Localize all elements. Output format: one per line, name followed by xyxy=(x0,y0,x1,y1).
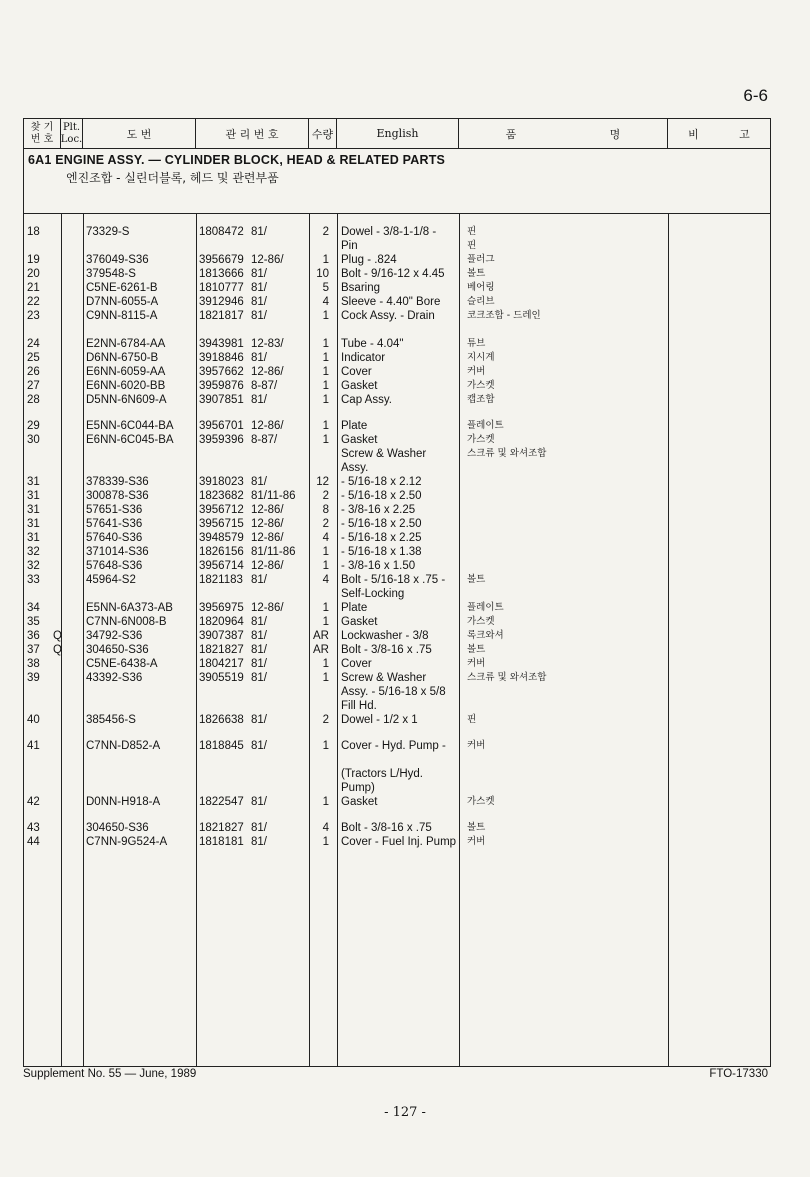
ref-number: 27 xyxy=(27,380,40,392)
english-description: Pump) xyxy=(341,782,375,794)
ref-number: 31 xyxy=(27,518,40,530)
part-number: E6NN-6059-AA xyxy=(86,366,166,378)
part-number: E6NN-6020-BB xyxy=(86,380,166,392)
ref-number: 28 xyxy=(27,394,40,406)
korean-description: 가스켓 xyxy=(467,616,495,627)
english-description: Plate xyxy=(341,420,368,432)
ref-number: 29 xyxy=(27,420,40,432)
quantity: 1 xyxy=(322,560,329,572)
mgmt-number: 3959396 xyxy=(199,434,244,446)
table-row xyxy=(24,267,770,281)
table-row xyxy=(24,671,770,685)
ref-number: 22 xyxy=(27,296,40,308)
english-description: (Tractors L/Hyd. xyxy=(341,768,424,780)
quantity: 1 xyxy=(322,836,329,848)
part-number: D7NN-6055-A xyxy=(86,296,159,308)
part-number: D0NN-H918-A xyxy=(86,796,161,808)
korean-description: 볼트 xyxy=(467,574,486,585)
part-number: D6NN-6750-B xyxy=(86,352,159,364)
table-row xyxy=(24,433,770,447)
mgmt-number: 3956715 xyxy=(199,518,244,530)
english-description: Indicator xyxy=(341,352,386,364)
part-number: 57640-S36 xyxy=(86,532,143,544)
english-description: Self-Locking xyxy=(341,588,405,600)
effective-date: 12-86/ xyxy=(251,366,284,378)
english-description: Pin xyxy=(341,240,358,252)
header-ref-no-line2: 번 호 xyxy=(30,133,54,145)
mgmt-number: 3907387 xyxy=(199,630,244,642)
quantity: 1 xyxy=(322,366,329,378)
table-row xyxy=(24,393,770,407)
effective-date: 12-83/ xyxy=(251,338,284,350)
quantity: 1 xyxy=(322,602,329,614)
english-description: Cover - Fuel Inj. Pump xyxy=(341,836,457,848)
mgmt-number: 3959876 xyxy=(199,380,244,392)
korean-description: 플레이트 xyxy=(467,420,504,431)
part-number: 45964-S2 xyxy=(86,574,136,586)
part-number: E5NN-6A373-AB xyxy=(86,602,173,614)
english-description: Gasket xyxy=(341,616,378,628)
ref-number: 35 xyxy=(27,616,40,628)
page-footer-number: - 127 - xyxy=(384,1105,426,1120)
mgmt-number: 3956975 xyxy=(199,602,244,614)
header-qty: 수량 xyxy=(309,119,337,148)
part-number: 43392-S36 xyxy=(86,672,143,684)
table-row xyxy=(24,503,770,517)
effective-date: 81/ xyxy=(251,574,267,586)
effective-date: 81/ xyxy=(251,282,267,294)
header-korean-name xyxy=(459,119,668,148)
english-description: Cock Assy. - Drain xyxy=(341,310,435,322)
ref-number: 31 xyxy=(27,532,40,544)
mgmt-number: 3956701 xyxy=(199,420,244,432)
mgmt-number: 1826638 xyxy=(199,714,244,726)
effective-date: 12-86/ xyxy=(251,518,284,530)
ref-number: 31 xyxy=(27,490,40,502)
korean-description: 가스켓 xyxy=(467,434,495,445)
ref-number: 42 xyxy=(27,796,40,808)
part-number: 376049-S36 xyxy=(86,254,149,266)
english-description: Dowel - 3/8-1-1/8 - xyxy=(341,226,437,238)
table-row xyxy=(24,781,770,795)
effective-date: 81/ xyxy=(251,310,267,322)
english-description: - 3/8-16 x 2.25 xyxy=(341,504,416,516)
section-subtitle: 엔진조합 - 실린더블록, 헤드 및 관련부품 xyxy=(66,171,279,185)
header-remarks xyxy=(668,119,770,148)
mgmt-number: 3918023 xyxy=(199,476,244,488)
effective-date: 81/ xyxy=(251,714,267,726)
english-description: Gasket xyxy=(341,796,378,808)
part-number: 57651-S36 xyxy=(86,504,143,516)
effective-date: 12-86/ xyxy=(251,602,284,614)
part-number: C7NN-D852-A xyxy=(86,740,161,752)
quantity: 1 xyxy=(322,616,329,628)
table-row xyxy=(24,685,770,699)
mgmt-number: 3957662 xyxy=(199,366,244,378)
effective-date: 81/11-86 xyxy=(251,490,296,502)
korean-description: 핀 xyxy=(467,714,477,725)
korean-description: 커버 xyxy=(467,366,486,377)
ref-number: 26 xyxy=(27,366,40,378)
english-description: Dowel - 1/2 x 1 xyxy=(341,714,418,726)
english-description: Screw & Washer xyxy=(341,672,427,684)
ref-number: 32 xyxy=(27,560,40,572)
quantity: 2 xyxy=(322,518,329,530)
quantity: 1 xyxy=(322,420,329,432)
supplement-note: Supplement No. 55 — June, 1989 xyxy=(23,1068,197,1080)
ref-number: 43 xyxy=(27,822,40,834)
part-number: 378339-S36 xyxy=(86,476,149,488)
part-number: 57641-S36 xyxy=(86,518,143,530)
quantity: 1 xyxy=(322,546,329,558)
english-description: Cover - Hyd. Pump - xyxy=(341,740,446,752)
english-description: Bsaring xyxy=(341,282,380,294)
english-description: Lockwasher - 3/8 xyxy=(341,630,429,642)
english-description: Bolt - 3/8-16 x .75 xyxy=(341,644,432,656)
effective-date: 81/ xyxy=(251,740,267,752)
header-korean-a: 품 xyxy=(505,127,517,141)
ref-number: 38 xyxy=(27,658,40,670)
korean-description: 볼트 xyxy=(467,644,486,655)
ref-number: 23 xyxy=(27,310,40,322)
form-code: FTO-17330 xyxy=(709,1068,768,1080)
mgmt-number: 3907851 xyxy=(199,394,244,406)
ref-number: 36 xyxy=(27,630,40,642)
part-number: C9NN-8115-A xyxy=(86,310,158,322)
part-number: C7NN-9G524-A xyxy=(86,836,168,848)
ref-number: 21 xyxy=(27,282,40,294)
english-description: - 5/16-18 x 2.25 xyxy=(341,532,422,544)
ref-number: 40 xyxy=(27,714,40,726)
part-number: 379548-S xyxy=(86,268,136,280)
part-number: 304650-S36 xyxy=(86,822,149,834)
korean-description: 코크조합 - 드레인 xyxy=(467,310,541,321)
effective-date: 8-87/ xyxy=(251,380,278,392)
table-row xyxy=(24,601,770,615)
table-row xyxy=(24,615,770,629)
header-loc-line1: Plt. xyxy=(62,121,81,133)
header-remarks-b: 고 xyxy=(739,127,750,141)
effective-date: 81/ xyxy=(251,796,267,808)
quantity: AR xyxy=(313,644,329,656)
parts-table xyxy=(23,118,771,1067)
effective-date: 81/ xyxy=(251,226,267,238)
table-row xyxy=(24,545,770,559)
mgmt-number: 1804217 xyxy=(199,658,244,670)
mgmt-number: 3912946 xyxy=(199,296,244,308)
part-number: 304650-S36 xyxy=(86,644,149,656)
mgmt-number: 1821817 xyxy=(199,310,244,322)
effective-date: 81/ xyxy=(251,630,267,642)
effective-date: 81/ xyxy=(251,644,267,656)
effective-date: 12-86/ xyxy=(251,420,284,432)
quantity: 1 xyxy=(322,338,329,350)
table-row xyxy=(24,517,770,531)
table-row xyxy=(24,351,770,365)
part-number: D5NN-6N609-A xyxy=(86,394,167,406)
ref-number: 31 xyxy=(27,476,40,488)
english-description: Bolt - 5/16-18 x .75 - xyxy=(341,574,446,586)
effective-date: 8-87/ xyxy=(251,434,278,446)
part-number: 300878-S36 xyxy=(86,490,149,502)
effective-date: 81/ xyxy=(251,836,267,848)
table-row xyxy=(24,447,770,461)
korean-description: 스크류 및 와셔조합 xyxy=(467,672,547,683)
table-header xyxy=(24,119,770,149)
table-row xyxy=(24,253,770,267)
table-row xyxy=(24,587,770,601)
header-ref-no xyxy=(24,119,61,148)
quantity: 1 xyxy=(322,394,329,406)
mgmt-number: 1826156 xyxy=(199,546,244,558)
effective-date: 12-86/ xyxy=(251,532,284,544)
quantity: 2 xyxy=(322,490,329,502)
english-description: Sleeve - 4.40" Bore xyxy=(341,296,441,308)
ref-number: 18 xyxy=(27,226,40,238)
korean-description: 캡조합 xyxy=(467,394,495,405)
english-description: - 3/8-16 x 1.50 xyxy=(341,560,416,572)
quantity: 1 xyxy=(322,672,329,684)
english-description: Bolt - 3/8-16 x .75 xyxy=(341,822,432,834)
quantity: 1 xyxy=(322,380,329,392)
korean-description: 커버 xyxy=(467,658,486,669)
mgmt-number: 3918846 xyxy=(199,352,244,364)
part-number: C5NE-6438-A xyxy=(86,658,158,670)
header-loc-line2: Loc. xyxy=(60,133,83,145)
quantity: 1 xyxy=(322,740,329,752)
table-row xyxy=(24,713,770,727)
section-header xyxy=(24,149,770,214)
korean-description: 핀 xyxy=(467,240,477,251)
ref-number: 32 xyxy=(27,546,40,558)
mgmt-number: 1823682 xyxy=(199,490,244,502)
ref-number: 24 xyxy=(27,338,40,350)
table-row xyxy=(24,739,770,753)
ref-number: 20 xyxy=(27,268,40,280)
english-description: Cover xyxy=(341,366,372,378)
mgmt-number: 1822547 xyxy=(199,796,244,808)
part-number: 57648-S36 xyxy=(86,560,143,572)
mgmt-number: 3943981 xyxy=(199,338,244,350)
ref-number: 19 xyxy=(27,254,40,266)
korean-description: 플레이트 xyxy=(467,602,504,613)
table-row xyxy=(24,309,770,323)
english-description: - 5/16-18 x 1.38 xyxy=(341,546,422,558)
table-row xyxy=(24,835,770,849)
mgmt-number: 1821183 xyxy=(199,574,243,586)
effective-date: 81/ xyxy=(251,672,267,684)
mgmt-number: 3948579 xyxy=(199,532,244,544)
effective-date: 81/ xyxy=(251,822,267,834)
ref-number: 30 xyxy=(27,434,40,446)
part-number: E2NN-6784-AA xyxy=(86,338,166,350)
mgmt-number: 3956679 xyxy=(199,254,244,266)
korean-description: 록크와셔 xyxy=(467,630,504,641)
plant-location: Q xyxy=(53,644,62,656)
table-row xyxy=(24,629,770,643)
english-description: Assy. xyxy=(341,462,369,474)
quantity: 2 xyxy=(322,226,329,238)
english-description: Bolt - 9/16-12 x 4.45 xyxy=(341,268,445,280)
ref-number: 41 xyxy=(27,740,40,752)
effective-date: 81/ xyxy=(251,268,267,280)
quantity: 10 xyxy=(316,268,329,280)
table-row xyxy=(24,365,770,379)
korean-description: 핀 xyxy=(467,226,477,237)
quantity: 1 xyxy=(322,310,329,322)
ref-number: 33 xyxy=(27,574,40,586)
korean-description: 베어링 xyxy=(467,282,495,293)
mgmt-number: 3956712 xyxy=(199,504,244,516)
effective-date: 81/ xyxy=(251,658,267,670)
english-description: Tube - 4.04" xyxy=(341,338,404,350)
quantity: 1 xyxy=(322,352,329,364)
english-description: Gasket xyxy=(341,434,378,446)
quantity: 1 xyxy=(322,658,329,670)
korean-description: 플러그 xyxy=(467,254,495,265)
mgmt-number: 1821827 xyxy=(199,644,244,656)
table-row xyxy=(24,419,770,433)
mgmt-number: 1818181 xyxy=(199,836,244,848)
section-title: 6A1 ENGINE ASSY. — CYLINDER BLOCK, HEAD & RELATED PARTS xyxy=(28,153,446,167)
plant-location: Q xyxy=(53,630,62,642)
table-row xyxy=(24,239,770,253)
quantity: 5 xyxy=(322,282,329,294)
mgmt-number: 1810777 xyxy=(199,282,244,294)
effective-date: 81/ xyxy=(251,296,267,308)
english-description: - 5/16-18 x 2.50 xyxy=(341,518,422,530)
effective-date: 81/ xyxy=(251,394,267,406)
english-description: Plug - .824 xyxy=(341,254,397,266)
header-korean-b: 명 xyxy=(609,127,621,141)
korean-description: 튜브 xyxy=(467,338,486,349)
mgmt-number: 1808472 xyxy=(199,226,244,238)
table-row xyxy=(24,225,770,239)
header-part-no: 도 번 xyxy=(83,119,196,148)
english-description: Fill Hd. xyxy=(341,700,377,712)
quantity: 4 xyxy=(322,532,329,544)
mgmt-number: 1820964 xyxy=(199,616,244,628)
ref-number: 44 xyxy=(27,836,40,848)
header-plant-loc xyxy=(61,119,83,148)
table-row xyxy=(24,295,770,309)
english-description: Gasket xyxy=(341,380,378,392)
quantity: 1 xyxy=(322,796,329,808)
part-number: 34792-S36 xyxy=(86,630,143,642)
korean-description: 볼트 xyxy=(467,268,486,279)
mgmt-number: 1818845 xyxy=(199,740,244,752)
table-row xyxy=(24,643,770,657)
korean-description: 스크류 및 와셔조합 xyxy=(467,448,547,459)
quantity: 4 xyxy=(322,296,329,308)
table-row xyxy=(24,559,770,573)
korean-description: 슬리브 xyxy=(467,296,495,307)
quantity: 4 xyxy=(322,574,329,586)
ref-number: 37 xyxy=(27,644,40,656)
table-row xyxy=(24,489,770,503)
quantity: 1 xyxy=(322,434,329,446)
quantity: AR xyxy=(313,630,329,642)
part-number: C7NN-6N008-B xyxy=(86,616,167,628)
english-description: Plate xyxy=(341,602,368,614)
header-remarks-a: 비 xyxy=(688,127,699,141)
table-row xyxy=(24,379,770,393)
part-number: 371014-S36 xyxy=(86,546,149,558)
part-number: C5NE-6261-B xyxy=(86,282,158,294)
mgmt-number: 3956714 xyxy=(199,560,244,572)
quantity: 4 xyxy=(322,822,329,834)
mgmt-number: 1821827 xyxy=(199,822,244,834)
mgmt-number: 3905519 xyxy=(199,672,244,684)
effective-date: 12-86/ xyxy=(251,560,284,572)
part-number: 385456-S xyxy=(86,714,136,726)
korean-description: 커버 xyxy=(467,740,486,751)
english-description: Cover xyxy=(341,658,372,670)
page-number: 6-6 xyxy=(743,86,768,105)
header-english: English xyxy=(337,119,459,148)
korean-description: 가스켓 xyxy=(467,380,495,391)
korean-description: 지시계 xyxy=(467,352,495,363)
part-number: E5NN-6C044-BA xyxy=(86,420,174,432)
table-row xyxy=(24,475,770,489)
effective-date: 81/11-86 xyxy=(251,546,296,558)
ref-number: 34 xyxy=(27,602,40,614)
mgmt-number: 1813666 xyxy=(199,268,244,280)
korean-description: 커버 xyxy=(467,836,486,847)
english-description: Screw & Washer xyxy=(341,448,427,460)
table-row xyxy=(24,795,770,809)
table-row xyxy=(24,699,770,713)
english-description: - 5/16-18 x 2.12 xyxy=(341,476,422,488)
table-row xyxy=(24,821,770,835)
effective-date: 12-86/ xyxy=(251,504,284,516)
table-row xyxy=(24,573,770,587)
effective-date: 81/ xyxy=(251,616,267,628)
table-row xyxy=(24,531,770,545)
header-mgmt-no: 관 리 번 호 xyxy=(196,119,309,148)
quantity: 12 xyxy=(316,476,329,488)
header-ref-no-line1: 찾 기 xyxy=(30,121,54,133)
effective-date: 81/ xyxy=(251,476,267,488)
ref-number: 31 xyxy=(27,504,40,516)
effective-date: 12-86/ xyxy=(251,254,284,266)
english-description: Assy. - 5/16-18 x 5/8 xyxy=(341,686,446,698)
table-row xyxy=(24,337,770,351)
effective-date: 81/ xyxy=(251,352,267,364)
table-row xyxy=(24,281,770,295)
korean-description: 가스켓 xyxy=(467,796,495,807)
quantity: 8 xyxy=(322,504,329,516)
table-row xyxy=(24,767,770,781)
ref-number: 39 xyxy=(27,672,40,684)
ref-number: 25 xyxy=(27,352,40,364)
english-description: - 5/16-18 x 2.50 xyxy=(341,490,422,502)
korean-description: 볼트 xyxy=(467,822,486,833)
quantity: 2 xyxy=(322,714,329,726)
part-number: 73329-S xyxy=(86,226,130,238)
table-row xyxy=(24,657,770,671)
table-row xyxy=(24,461,770,475)
quantity: 1 xyxy=(322,254,329,266)
part-number: E6NN-6C045-BA xyxy=(86,434,174,446)
english-description: Cap Assy. xyxy=(341,394,392,406)
